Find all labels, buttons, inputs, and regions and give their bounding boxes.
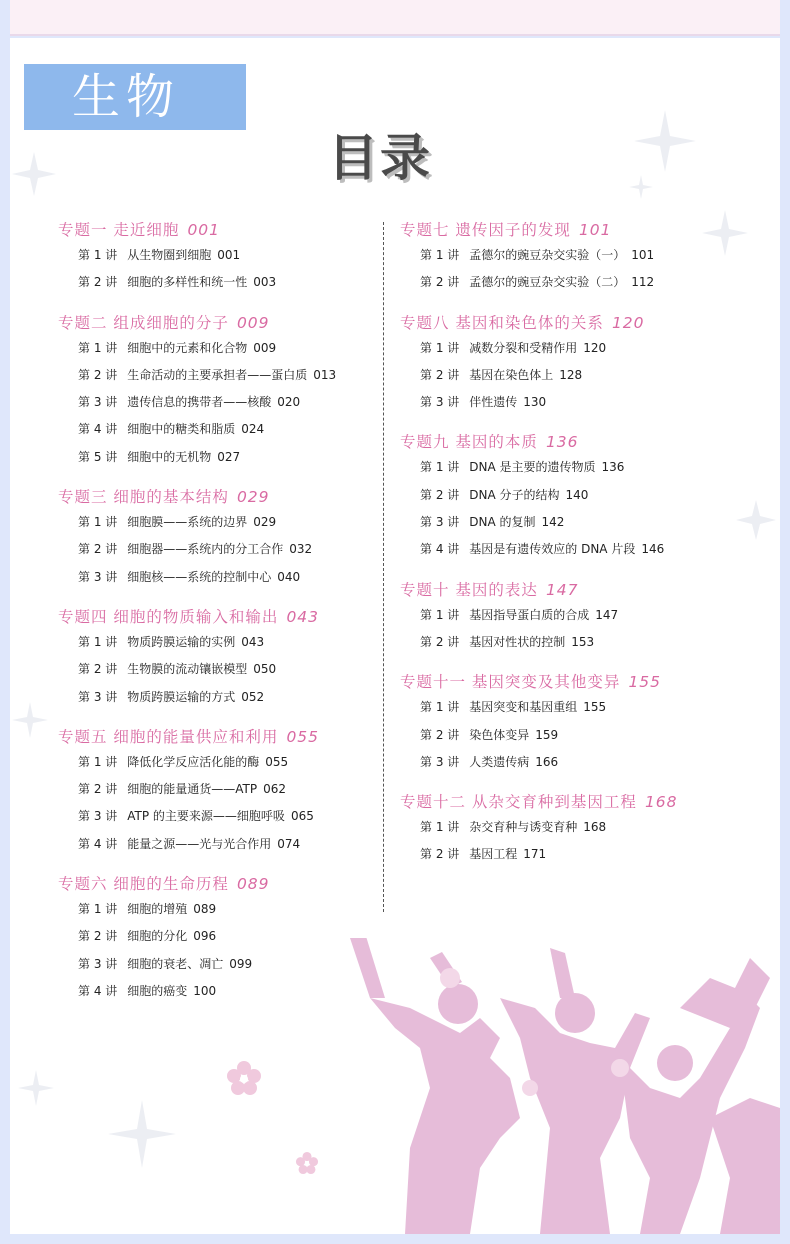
toc-right-column bbox=[400, 218, 730, 869]
toc-topic[interactable]: 专题九 基因的本质 136 bbox=[400, 433, 579, 452]
toc-topic[interactable]: 专题五 细胞的能量供应和利用 055 bbox=[58, 727, 320, 746]
jumping-people-silhouette bbox=[350, 938, 780, 1234]
toc-topic[interactable]: 专题四 细胞的物质输入和输出 043 bbox=[58, 607, 320, 626]
toc-lesson[interactable]: 第 3 讲 细胞核——系统的控制中心 040 bbox=[78, 569, 301, 584]
toc-lesson[interactable]: 第 4 讲 能量之源——光与光合作用 074 bbox=[78, 836, 301, 851]
toc-lesson[interactable]: 第 3 讲 遗传信息的携带者——核酸 020 bbox=[78, 395, 301, 410]
toc-lesson[interactable]: 第 2 讲 基因工程 171 bbox=[420, 847, 547, 862]
page-title: 目录 bbox=[328, 129, 432, 187]
toc-page bbox=[10, 38, 780, 1234]
toc-lesson[interactable]: 第 5 讲 细胞中的无机物 027 bbox=[78, 449, 241, 464]
sparkle-icon bbox=[628, 174, 654, 200]
toc-lesson[interactable]: 第 2 讲 生物膜的流动镶嵌模型 050 bbox=[78, 662, 277, 677]
toc-lesson[interactable]: 第 2 讲 细胞器——系统内的分工合作 032 bbox=[78, 542, 313, 557]
toc-topic[interactable]: 专题三 细胞的基本结构 029 bbox=[58, 488, 270, 507]
flower-icon bbox=[294, 1150, 320, 1176]
toc-lesson[interactable]: 第 2 讲 细胞的能量通货——ATP 062 bbox=[78, 782, 287, 797]
toc-lesson[interactable]: 第 3 讲 DNA 的复制 142 bbox=[420, 515, 565, 530]
toc-topic[interactable]: 专题十一 基因突变及其他变异 155 bbox=[400, 673, 662, 692]
toc-lesson[interactable]: 第 2 讲 染色体变异 159 bbox=[420, 727, 559, 742]
toc-lesson[interactable]: 第 1 讲 DNA 是主要的遗传物质 136 bbox=[420, 460, 625, 475]
toc-topic[interactable]: 专题八 基因和染色体的关系 120 bbox=[400, 313, 645, 332]
toc-topic[interactable]: 专题二 组成细胞的分子 009 bbox=[58, 313, 270, 332]
toc-lesson[interactable]: 第 1 讲 减数分裂和受精作用 120 bbox=[420, 340, 607, 355]
toc-lesson[interactable]: 第 2 讲 基因对性状的控制 153 bbox=[420, 634, 595, 649]
toc-topic[interactable]: 专题十 基因的表达 147 bbox=[400, 580, 579, 599]
sparkle-icon bbox=[10, 700, 50, 740]
sparkle-icon bbox=[106, 1098, 178, 1170]
toc-topic[interactable]: 专题十二 从杂交育种到基因工程 168 bbox=[400, 793, 678, 812]
top-band bbox=[10, 0, 780, 36]
toc-lesson[interactable]: 第 1 讲 物质跨膜运输的实例 043 bbox=[78, 634, 265, 649]
toc-topic[interactable]: 专题六 细胞的生命历程 089 bbox=[58, 875, 270, 894]
toc-lesson[interactable]: 第 2 讲 DNA 分子的结构 140 bbox=[420, 487, 589, 502]
toc-lesson[interactable]: 第 4 讲 细胞中的糖类和脂质 024 bbox=[78, 422, 265, 437]
toc-lesson[interactable]: 第 1 讲 细胞中的元素和化合物 009 bbox=[78, 340, 277, 355]
toc-lesson[interactable]: 第 3 讲 伴性遗传 130 bbox=[420, 395, 547, 410]
subject-label: 生物 bbox=[24, 64, 246, 130]
toc-lesson[interactable]: 第 3 讲 细胞的衰老、凋亡 099 bbox=[78, 956, 253, 971]
toc-lesson[interactable]: 第 1 讲 孟德尔的豌豆杂交实验（一） 101 bbox=[420, 248, 655, 262]
toc-lesson[interactable]: 第 1 讲 细胞的增殖 089 bbox=[78, 902, 217, 917]
toc-lesson[interactable]: 第 3 讲 物质跨膜运输的方式 052 bbox=[78, 689, 265, 704]
toc-topic[interactable]: 专题七 遗传因子的发现 101 bbox=[400, 221, 612, 239]
flower-icon bbox=[224, 1058, 264, 1098]
toc-left-column bbox=[58, 218, 378, 1005]
column-divider bbox=[383, 222, 384, 912]
toc-lesson[interactable]: 第 1 讲 细胞膜——系统的边界 029 bbox=[78, 515, 277, 530]
toc-lesson[interactable]: 第 1 讲 基因突变和基因重组 155 bbox=[420, 700, 607, 715]
toc-lesson[interactable]: 第 2 讲 细胞的分化 096 bbox=[78, 929, 217, 944]
toc-lesson[interactable]: 第 4 讲 基因是有遗传效应的 DNA 片段 146 bbox=[420, 542, 665, 557]
toc-topic[interactable]: 专题一 走近细胞 001 bbox=[58, 221, 221, 239]
sparkle-icon bbox=[10, 150, 58, 198]
sparkle-icon bbox=[630, 106, 700, 176]
sparkle-icon bbox=[734, 498, 778, 542]
toc-lesson[interactable]: 第 3 讲 人类遗传病 166 bbox=[420, 754, 559, 769]
toc-lesson[interactable]: 第 4 讲 细胞的癌变 100 bbox=[78, 983, 217, 998]
toc-lesson[interactable]: 第 2 讲 基因在染色体上 128 bbox=[420, 367, 583, 382]
toc-lesson[interactable]: 第 1 讲 杂交育种与诱变育种 168 bbox=[420, 820, 607, 835]
toc-lesson[interactable]: 第 2 讲 生命活动的主要承担者——蛋白质 013 bbox=[78, 367, 337, 382]
toc-lesson[interactable]: 第 2 讲 孟德尔的豌豆杂交实验（二） 112 bbox=[420, 275, 655, 290]
toc-lesson[interactable]: 第 2 讲 细胞的多样性和统一性 003 bbox=[78, 275, 277, 290]
toc-lesson[interactable]: 第 1 讲 降低化学反应活化能的酶 055 bbox=[78, 754, 289, 769]
toc-lesson[interactable]: 第 1 讲 从生物圈到细胞 001 bbox=[78, 248, 241, 262]
toc-lesson[interactable]: 第 3 讲 ATP 的主要来源——细胞呼吸 065 bbox=[78, 809, 314, 824]
sparkle-icon bbox=[16, 1068, 56, 1108]
toc-lesson[interactable]: 第 1 讲 基因指导蛋白质的合成 147 bbox=[420, 607, 619, 622]
